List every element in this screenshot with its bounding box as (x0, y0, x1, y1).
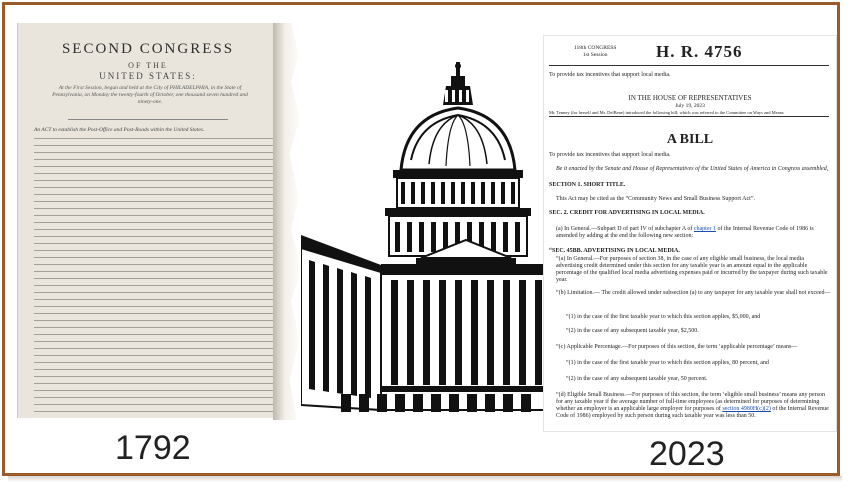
old-document-act: An ACT to establish the Post-Office and Post-Roads within the United States. (34, 127, 205, 133)
bill-purpose-repeat: To provide tax incentives that support local media. (549, 152, 671, 158)
old-document-subtitle: OF THE (128, 61, 168, 70)
section-2-a (556, 226, 832, 240)
section-45bb-d-pre: “(d) Eligible Small Business.—For purposes of this section, the term ‘eligible small business’ means any person for any taxable year if the average number of full-time employees (as determined for purposes of determining whether an employer is an applicable large employer for purposes of (556, 392, 826, 412)
section-45bb-b1: “(1) in the case of the first taxable year to which this section applies, $5,000, and (566, 314, 761, 320)
old-document-body-text (34, 135, 278, 415)
bill-congress-header (574, 45, 616, 59)
bill-purpose: To provide tax incentives that support local media. (549, 72, 671, 78)
year-2023-label: 2023 (649, 435, 725, 473)
torn-paper-edge (273, 23, 303, 420)
section-45bb-b2: “(2) in the case of any subsequent taxable year, $2,500. (566, 328, 699, 334)
old-document-nation: UNITED STATES: (99, 71, 197, 81)
section-45bb-d (556, 392, 832, 420)
new-bill-2023 (543, 35, 837, 432)
section-45bb-a: “(a) In General.—For purposes of section 38, in the case of any eligible small business, the local media advertising credit determined under this section for any taxable year is an amount equal to the applicable percentage of the qualified local media advertising expenses paid or incurred by the taxpayer during such taxable year. (556, 256, 828, 283)
bill-header-rule (549, 65, 829, 66)
section-45bb-b: “(b) Limitation.— The credit allowed under subsection (a) to any taxpayer for any taxable year shall not exceed— (556, 290, 831, 296)
old-document-session: At the First Session, begun and held at the City of PHILADELPHIA, in the State of Pennsylvania, on Monday the twenty-fourth of October, one thousand seven hundred and ninety-one. (52, 85, 248, 105)
capitol-building-illustration (301, 60, 549, 418)
section-1-title: SECTION 1. SHORT TITLE. (549, 182, 626, 188)
year-1792-label: 1792 (115, 429, 191, 467)
bill-heading: A BILL (666, 132, 714, 147)
bill-enacting-clause: Be it enacted by the Senate and House of Representatives of the United States of America in Congress assembled, (556, 166, 829, 172)
bill-number: H. R. 4756 (656, 42, 743, 61)
chapter-1-link[interactable]: chapter 1 (693, 226, 717, 232)
bill-rule (549, 116, 829, 117)
bill-introduced: Mr. Tenney (for herself and Mr. DelBene) introduced the following bill; which was referred to the Committee on Ways and Means (549, 110, 784, 115)
section-45bb-d-post: of the Internal Revenue Code of 1986) employed by such person during such taxable year was less than 50. (556, 406, 829, 419)
section-2-a-post: of the Internal Revenue Code of 1986 is amended by adding at the end the following new section: (556, 226, 814, 239)
image-frame (2, 2, 840, 476)
section-45bb-c1: “(1) in the case of the first taxable year to which this section applies, 80 percent, and (566, 360, 769, 366)
old-document-rule (68, 119, 228, 120)
bill-house: IN THE HOUSE OF REPRESENTATIVES (628, 94, 752, 102)
old-document-title: SECOND CONGRESS (61, 41, 235, 57)
bill-congress: 118th CONGRESS (574, 45, 617, 51)
frame-shadow (8, 476, 842, 482)
section-4980h-link[interactable]: section 4980H(c)(2) (722, 406, 771, 412)
old-document-1792 (17, 23, 286, 418)
section-45bb-c: “(c) Applicable Percentage.—For purposes of this section, the term ‘applicable percentage’ means— (556, 344, 798, 350)
section-45bb-c2: “(2) in the case of any subsequent taxable year, 50 percent. (566, 376, 708, 382)
section-2-a-pre: (a) In General.—Subpart D of part IV of subchapter A of (556, 226, 693, 232)
bill-date: July 19, 2023 (675, 103, 705, 109)
section-45bb-title: “SEC. 45BB. ADVERTISING IN LOCAL MEDIA. (549, 248, 680, 254)
section-2-title: SEC. 2. CREDIT FOR ADVERTISING IN LOCAL MEDIA. (549, 210, 705, 216)
bill-session: 1st Session (582, 52, 608, 58)
section-1-text: This Act may be cited as the “Community News and Small Business Support Act”. (556, 196, 755, 202)
